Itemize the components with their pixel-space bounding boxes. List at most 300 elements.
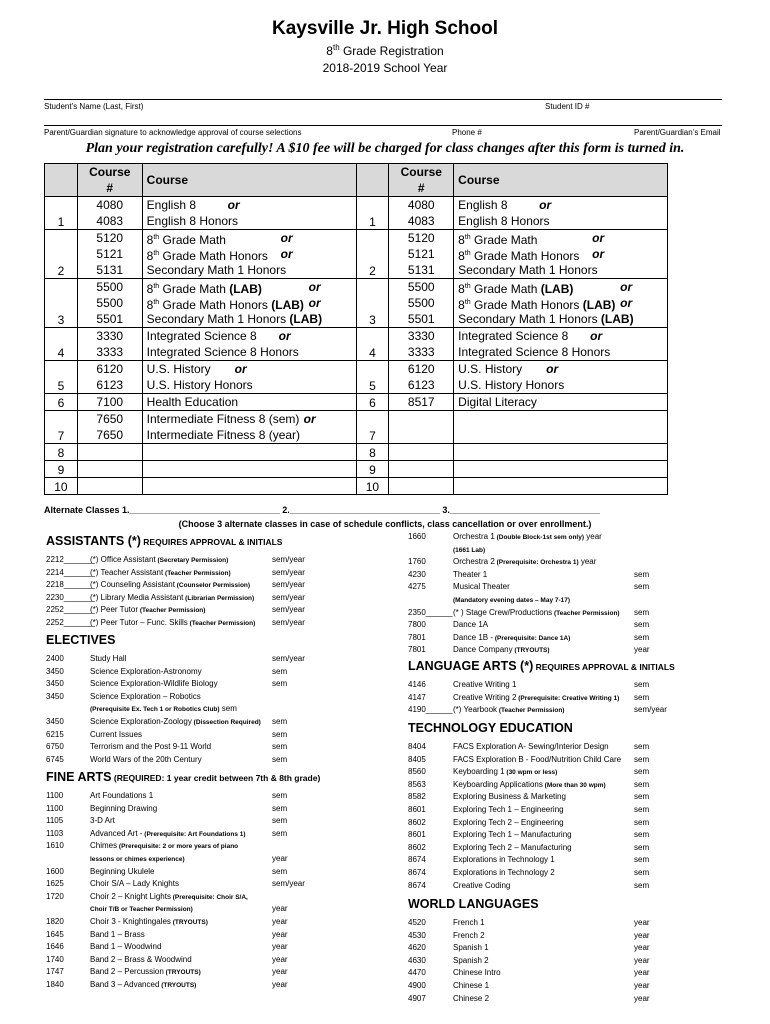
course-name: U.S. History or [458, 362, 559, 376]
course-number: 5500 [407, 280, 435, 294]
course-code[interactable]: 3450 [46, 717, 64, 726]
student-name-label: Student’s Name (Last, First) [44, 102, 144, 111]
course-number: 5131 [96, 263, 124, 277]
course-term: year [634, 918, 650, 927]
course-name: 8th Grade Math Honors or [458, 247, 605, 263]
course-title: Spanish 1 [453, 943, 489, 953]
course-title: French 1 [453, 918, 485, 927]
course-name: 8th Grade Math Honors or [146, 247, 293, 263]
course-term: sem [272, 828, 288, 838]
course-code[interactable]: 8405 [408, 754, 426, 764]
course-code[interactable]: 8563 [408, 779, 426, 789]
course-term: sem [634, 880, 650, 890]
course-code[interactable]: 1645 [46, 929, 64, 939]
course-list-row [46, 803, 376, 816]
course-term: sem [634, 830, 650, 840]
course-cell[interactable] [454, 411, 668, 444]
school-title: Kaysville Jr. High School [272, 18, 498, 39]
course-code[interactable]: 4190______ [408, 705, 453, 715]
course-title: Exploring Tech 2 – Manufacturing [453, 842, 572, 852]
or-label: or [303, 412, 316, 426]
section-title: FINE ARTS (REQUIRED: 1 year credit between 7th & 8th grade) [46, 770, 321, 784]
course-cell[interactable] [454, 444, 668, 461]
parent-signature-label: Parent/Guardian signature to acknowledge approval of course selections [44, 128, 302, 137]
course-number-cell[interactable] [389, 444, 454, 461]
course-code[interactable]: 4530 [408, 930, 426, 940]
course-number-cell[interactable] [77, 411, 142, 444]
course-cell[interactable] [454, 279, 668, 328]
course-title: Current Issues [90, 729, 143, 739]
period-row [45, 411, 668, 444]
course-term: sem [634, 767, 650, 777]
course-number-cell[interactable] [389, 230, 454, 279]
course-number: 5121 [407, 247, 435, 261]
course-list-row [408, 817, 738, 830]
course-cell[interactable] [142, 444, 356, 461]
course-code[interactable]: 4620 [408, 943, 426, 953]
course-term: sem/year [272, 654, 305, 663]
course-list-row [46, 579, 376, 592]
course-title: (*) Office Assistant (Secretary Permission) [90, 555, 229, 564]
course-code[interactable]: 1600 [46, 866, 64, 876]
course-name: U.S. History Honors [146, 378, 253, 392]
course-title: Explorations in Technology 1 [453, 855, 555, 865]
course-list-row [46, 716, 376, 729]
course-cell[interactable] [454, 361, 668, 394]
course-cell[interactable] [454, 478, 668, 495]
course-code[interactable]: 4520 [408, 918, 426, 927]
course-list-row [408, 632, 738, 645]
course-title: 3-D Art [90, 816, 115, 826]
course-code[interactable]: 8601 [408, 830, 426, 840]
course-number: 5121 [96, 247, 124, 261]
period-header [45, 164, 78, 197]
course-code[interactable]: 1610 [46, 841, 64, 851]
course-title: (*) Library Media Assistant (Librarian Permission) [90, 592, 255, 602]
course-name: U.S. History or [146, 362, 247, 376]
course-code[interactable]: 8404 [408, 742, 426, 751]
course-code[interactable]: 2230_______ [46, 592, 95, 602]
course-title: (Prerequisite Ex. Tech 1 or Robotics Club) sem [90, 704, 237, 714]
course-title: Choir 3 - Knightingales (TRYOUTS) [90, 917, 208, 926]
course-code[interactable]: 3450 [46, 691, 64, 701]
course-title: Science Exploration-Astronomy [90, 666, 202, 676]
course-title: French 2 [453, 930, 485, 940]
course-number: 5500 [96, 280, 124, 294]
course-list-row [46, 741, 376, 754]
section-title: ASSISTANTS (*) REQUIRES APPROVAL & INITIALS [46, 534, 283, 548]
course-name: English 8 Honors [458, 214, 550, 228]
course-number-cell[interactable] [77, 394, 142, 411]
course-list-row [46, 604, 376, 617]
alternate-classes-line[interactable]: Alternate Classes 1.______________________________ 2.______________________________ 3.______________________________ [44, 505, 601, 515]
course-number: 5120 [407, 231, 435, 245]
period-row [45, 279, 668, 328]
course-title: Band 1 – Brass [90, 929, 145, 939]
course-code[interactable]: 3450 [46, 666, 64, 676]
course-code[interactable]: 7801 [408, 632, 426, 642]
period-number: 6 [356, 394, 389, 411]
course-number-cell[interactable] [77, 197, 142, 230]
course-number-header: Course # [389, 164, 454, 197]
course-cell[interactable] [142, 230, 356, 279]
course-title: Spanish 2 [453, 955, 489, 965]
course-cell[interactable] [454, 328, 668, 361]
course-term: year [272, 980, 288, 989]
course-number-cell[interactable] [389, 328, 454, 361]
course-code[interactable]: 1840 [46, 980, 64, 989]
period-row [45, 394, 668, 411]
course-title: (*) Peer Tutor (Teacher Permission) [90, 605, 206, 615]
course-term: sem/year [272, 592, 305, 602]
course-term: sem/year [272, 879, 305, 889]
course-title: (1661 Lab) [453, 546, 486, 554]
course-title: Choir S/A – Lady Knights [90, 879, 179, 889]
course-list-row [408, 942, 738, 955]
course-code[interactable]: 4230 [408, 569, 426, 579]
course-number: 7100 [96, 395, 124, 409]
course-code[interactable]: 1760 [408, 557, 426, 567]
course-list-row [46, 878, 376, 891]
course-list-row [408, 867, 738, 880]
period-row [45, 361, 668, 394]
course-number-cell[interactable] [389, 279, 454, 328]
course-number-cell[interactable] [389, 361, 454, 394]
course-name: U.S. History Honors [458, 378, 565, 392]
course-term: sem [272, 679, 288, 689]
course-cell[interactable] [454, 461, 668, 478]
course-title: Beginning Ukulele [90, 866, 155, 876]
course-list-row [46, 954, 376, 967]
course-term: sem [634, 805, 650, 814]
course-list-row [408, 556, 738, 569]
course-title: World Wars of the 20th Century [90, 754, 202, 764]
course-name: 8th Grade Math (LAB) or [458, 280, 633, 296]
course-title: Keyboarding Applications (More than 30 wpm) [453, 779, 606, 789]
course-term: sem [272, 666, 288, 676]
course-name: Integrated Science 8 or [458, 329, 603, 343]
period-number: 1 [45, 197, 78, 230]
course-number: 5131 [407, 263, 435, 277]
course-code[interactable]: 8602 [408, 842, 426, 852]
period-number: 10 [356, 478, 389, 495]
period-number: 4 [45, 328, 78, 361]
course-list-row [46, 815, 376, 828]
school-year: 2018-2019 School Year [322, 61, 448, 75]
course-term: year [634, 930, 650, 940]
course-term: year [272, 929, 288, 939]
course-term: sem [634, 792, 650, 802]
course-code[interactable]: 4900 [408, 981, 426, 990]
course-name: English 8 or [146, 198, 240, 212]
course-cell[interactable] [142, 279, 356, 328]
course-code[interactable]: 8674 [408, 868, 426, 877]
parent-signature-line[interactable] [44, 125, 722, 126]
course-term: year [272, 967, 288, 977]
period-number: 3 [45, 279, 78, 328]
period-number: 9 [356, 461, 389, 478]
course-title: Band 1 – Woodwind [90, 942, 162, 952]
course-name: Secondary Math 1 Honors [458, 263, 598, 277]
course-cell[interactable] [142, 328, 356, 361]
course-code[interactable]: 1747 [46, 967, 64, 977]
course-term: sem [634, 842, 650, 852]
course-code[interactable]: 2218_______ [46, 580, 95, 590]
course-list-row [46, 617, 376, 630]
course-term: sem [634, 779, 650, 789]
or-label: or [592, 247, 605, 261]
course-term: sem [272, 866, 288, 876]
course-name: Integrated Science 8 or [146, 329, 291, 343]
course-list-row [408, 581, 738, 594]
course-list-row [408, 791, 738, 804]
course-code[interactable]: 8602 [408, 817, 426, 827]
course-list-row [408, 754, 738, 767]
period-row [45, 478, 668, 495]
course-code[interactable]: 4470 [408, 968, 426, 978]
course-cell[interactable] [142, 478, 356, 495]
course-name: Health Education [146, 395, 239, 409]
course-code[interactable]: 2350______ [408, 607, 453, 617]
course-list-row [408, 880, 738, 893]
course-number: 4083 [96, 214, 124, 228]
course-number: 8517 [407, 395, 435, 409]
course-list-row [408, 644, 738, 657]
course-title: lessons or chimes experience) [90, 856, 185, 863]
section-title: ELECTIVES [46, 633, 116, 647]
course-number: 5120 [96, 231, 124, 245]
course-term: sem/year [272, 605, 305, 615]
course-title: Chinese 1 [453, 981, 490, 990]
course-list-row [408, 804, 738, 817]
course-name: 8th Grade Math Honors (LAB) or [458, 296, 633, 312]
or-label: or [539, 198, 552, 212]
course-list-row [46, 891, 376, 904]
course-term: year [272, 917, 288, 926]
course-code[interactable]: 8674 [408, 855, 426, 865]
course-number: 4083 [407, 214, 435, 228]
course-list-row [46, 703, 376, 716]
course-code[interactable]: 1105 [46, 816, 64, 826]
course-number-cell[interactable] [389, 411, 454, 444]
course-header: Course [142, 164, 356, 197]
course-code[interactable]: 6215 [46, 729, 64, 739]
student-name-line[interactable] [44, 99, 722, 100]
period-number: 3 [356, 279, 389, 328]
course-header: Course [454, 164, 668, 197]
course-number: 3330 [407, 329, 435, 343]
course-name: Secondary Math 1 Honors (LAB) [146, 312, 323, 326]
course-code[interactable]: 4907 [408, 993, 426, 1003]
course-name: 8th Grade Math or [146, 231, 293, 247]
course-list-row [46, 979, 376, 992]
period-row [45, 197, 668, 230]
course-title: Chinese Intro [453, 968, 501, 978]
course-list-row [46, 554, 376, 567]
course-number: 6120 [407, 362, 435, 376]
course-term: sem [634, 607, 650, 617]
course-term: sem [634, 692, 650, 702]
course-cell[interactable] [142, 197, 356, 230]
course-code[interactable]: 1720 [46, 891, 64, 901]
course-term: sem [634, 680, 650, 689]
course-term: sem [272, 816, 288, 826]
course-title: Science Exploration-Wildlife Biology [90, 679, 218, 689]
course-number-cell[interactable] [77, 361, 142, 394]
course-code[interactable]: 6745 [46, 754, 64, 764]
course-code[interactable]: 2212_______ [46, 555, 95, 564]
course-list-row [408, 607, 738, 620]
course-number-cell[interactable] [77, 461, 142, 478]
course-number: 6123 [407, 378, 435, 392]
course-number: 5500 [407, 296, 435, 310]
course-term: sem/year [272, 567, 305, 577]
course-title: Advanced Art - (Prerequisite: Art Foundations 1) [90, 828, 246, 838]
course-code[interactable]: 4147 [408, 692, 426, 702]
course-list-row [46, 929, 376, 942]
course-code[interactable]: 8674 [408, 880, 426, 890]
course-title: Exploring Tech 2 – Engineering [453, 817, 564, 827]
course-cell[interactable] [454, 230, 668, 279]
registration-warning: Plan your registration carefully! A $10 fee will be charged for class changes after this form is turned in. [85, 141, 685, 156]
course-number-cell[interactable] [77, 279, 142, 328]
course-term: year [272, 904, 288, 914]
course-code[interactable]: 1820 [46, 917, 64, 926]
or-label: or [280, 231, 293, 245]
period-number: 8 [45, 444, 78, 461]
course-name: Secondary Math 1 Honors [146, 263, 287, 277]
course-number-cell[interactable] [389, 461, 454, 478]
course-list-row [408, 980, 738, 993]
course-term: sem [634, 569, 650, 579]
course-code[interactable]: 6750 [46, 742, 64, 752]
course-name: 8th Grade Math Honors (LAB) or [146, 296, 321, 312]
course-title: Art Foundations 1 [90, 791, 154, 800]
course-code[interactable]: 1646 [46, 942, 64, 952]
course-code[interactable]: 1740 [46, 954, 64, 964]
course-number-cell[interactable] [389, 197, 454, 230]
section-title: LANGUAGE ARTS (*) REQUIRES APPROVAL & INITIALS [408, 659, 675, 673]
course-title: FACS Exploration B - Food/Nutrition Child Care [453, 754, 622, 764]
course-cell[interactable] [142, 394, 356, 411]
course-title: (Mandatory evening dates – May 7-17) [453, 597, 571, 604]
course-list-row [46, 828, 376, 841]
course-title: Chinese 2 [453, 993, 490, 1003]
course-code[interactable]: 1100 [46, 803, 64, 813]
or-label: or [308, 296, 321, 310]
course-term: year [272, 954, 288, 964]
course-code[interactable]: 4630 [408, 955, 426, 965]
course-title: Science Exploration-Zoology (Dissection Required) [90, 717, 261, 726]
course-number-cell[interactable] [77, 328, 142, 361]
course-name: 8th Grade Math or [458, 231, 605, 247]
course-title: Band 2 – Percussion (TRYOUTS) [90, 967, 201, 977]
course-name: Digital Literacy [458, 395, 537, 409]
course-cell[interactable] [142, 361, 356, 394]
course-number-cell[interactable] [77, 444, 142, 461]
course-list-row [46, 653, 376, 666]
period-number: 6 [45, 394, 78, 411]
or-label: or [278, 329, 291, 343]
course-list-row [408, 842, 738, 855]
course-term: sem [634, 868, 650, 877]
course-list-row [408, 917, 738, 930]
course-term: sem [634, 855, 650, 865]
course-title: Exploring Business & Marketing [453, 792, 566, 802]
course-term: sem [272, 717, 288, 726]
course-code[interactable]: 8601 [408, 805, 426, 814]
course-list-row [408, 679, 738, 692]
period-number: 10 [45, 478, 78, 495]
or-label: or [592, 231, 605, 245]
course-code[interactable]: 1103 [46, 828, 64, 838]
course-number-cell[interactable] [77, 478, 142, 495]
course-cell[interactable] [454, 197, 668, 230]
course-term: sem [634, 632, 650, 642]
course-title: Band 2 – Brass & Woodwind [90, 954, 192, 964]
course-title: Choir T/B or Teacher Permission) [90, 906, 193, 914]
course-cell[interactable] [142, 461, 356, 478]
course-code[interactable]: 8560 [408, 767, 426, 777]
course-code[interactable]: 1100 [46, 791, 64, 800]
course-title: Band 3 – Advanced (TRYOUTS) [90, 980, 197, 989]
course-title: (*) Yearbook (Teacher Permission) [453, 705, 565, 715]
course-term: sem [634, 742, 650, 751]
course-title: Theater 1 [453, 569, 488, 579]
period-row [45, 230, 668, 279]
course-number: 3333 [407, 345, 435, 359]
course-list-row [46, 966, 376, 979]
course-code[interactable]: 2252_______ [46, 618, 95, 627]
course-code[interactable]: 1625 [46, 879, 64, 889]
course-code[interactable]: 1660 [408, 532, 426, 541]
course-code[interactable]: 8582 [408, 792, 426, 802]
course-code[interactable]: 7801 [408, 645, 426, 655]
course-term: sem/year [272, 555, 305, 564]
course-title: Creative Coding [453, 880, 511, 890]
period-number: 5 [356, 361, 389, 394]
course-title: Orchestra 2 (Prerequisite: Orchestra 1) year [453, 557, 597, 567]
course-code[interactable]: 4275 [408, 582, 426, 592]
period-row [45, 444, 668, 461]
course-list-row [46, 790, 376, 803]
course-list-row [46, 916, 376, 929]
course-term: sem [272, 791, 288, 800]
course-number-cell[interactable] [389, 478, 454, 495]
course-number: 3333 [96, 345, 124, 359]
or-label: or [620, 296, 633, 310]
course-cell[interactable] [454, 394, 668, 411]
course-cell[interactable] [142, 411, 356, 444]
or-label: or [620, 280, 633, 294]
course-code[interactable]: 7800 [408, 620, 426, 630]
course-list-row [408, 704, 738, 717]
course-code[interactable]: 4146 [408, 680, 426, 689]
or-label: or [308, 280, 321, 294]
course-code[interactable]: 2400 [46, 654, 64, 663]
course-list-row [46, 754, 376, 767]
course-name: English 8 or [458, 198, 552, 212]
course-list-row [408, 779, 738, 792]
course-number-cell[interactable] [77, 230, 142, 279]
course-code[interactable]: 2252_______ [46, 605, 95, 615]
section-title: WORLD LANGUAGES [408, 897, 539, 911]
course-number-cell[interactable] [389, 394, 454, 411]
course-term: year [634, 645, 650, 655]
course-term: sem [634, 817, 650, 827]
course-code[interactable]: 3450 [46, 679, 64, 689]
course-code[interactable]: 2214_______ [46, 567, 95, 577]
